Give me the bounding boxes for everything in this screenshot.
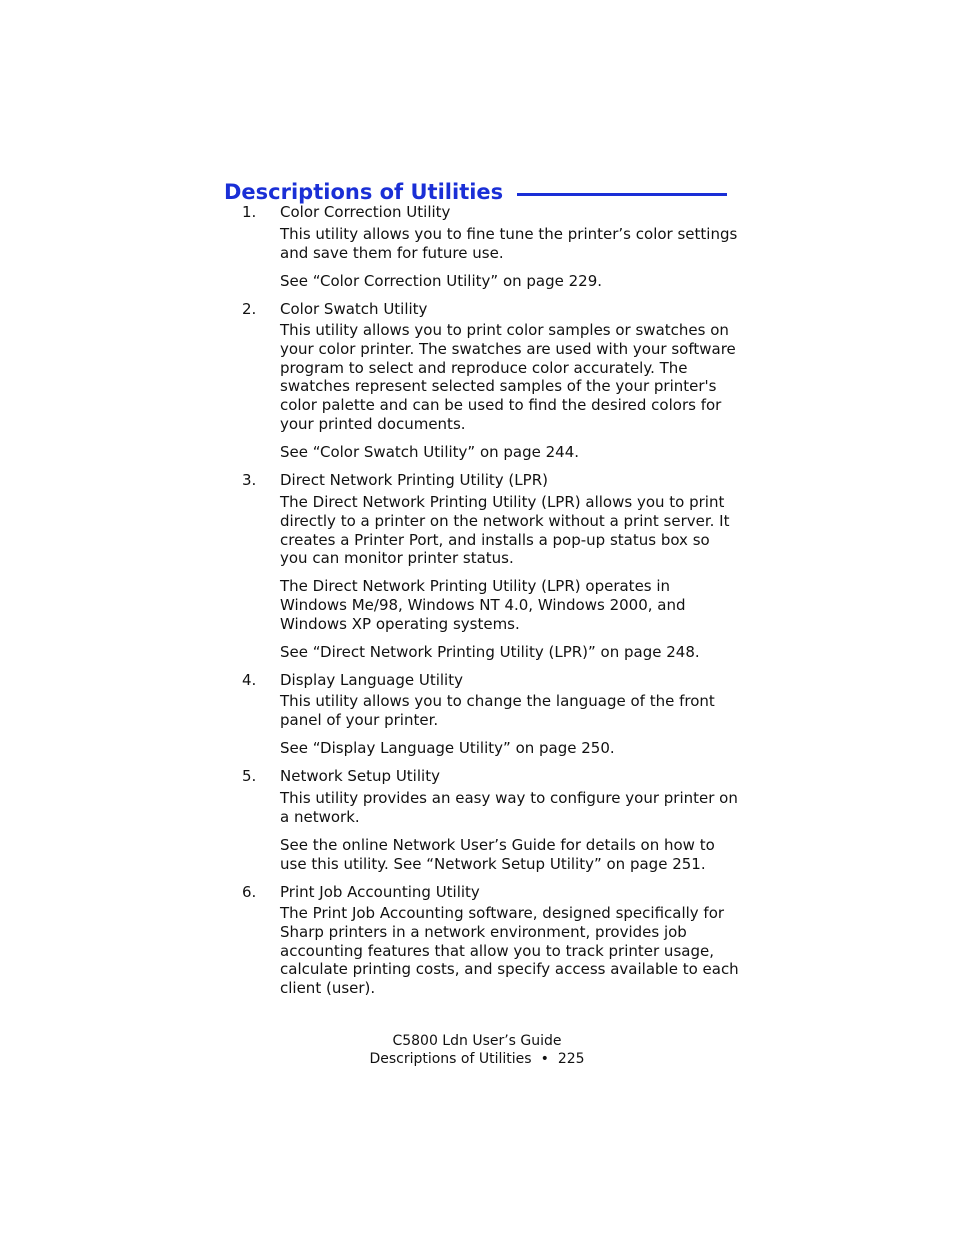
item-reference: See “Display Language Utility” on page 250.: [280, 739, 615, 757]
item-reference: See “Color Swatch Utility” on page 244.: [280, 443, 580, 461]
item-description: This utility allows you to print color samples or swatches on your color printer. The swatches are used with your software program to select and reproduce color accurately. The swatches represent selected samples of the your printer's color palette and can be used to find the desired colors for your printed documents.: [280, 321, 736, 433]
footer-section: Descriptions of Utilities: [369, 1051, 532, 1067]
item-description: This utility provides an easy way to configure your printer on a network.: [280, 789, 738, 826]
item-description: The Print Job Accounting software, designed specifically for Sharp printers in a network environment, provides job accounting features that allow you to track printer usage, calculate printing costs, and specify access available to each client (user).: [280, 904, 739, 998]
item-reference: See “Color Correction Utility” on page 229.: [280, 272, 603, 290]
item-description: This utility allows you to fine tune the printer’s color settings and save them for future use.: [280, 225, 738, 262]
item-number: 3.: [242, 471, 257, 489]
item-number: 5.: [242, 767, 257, 785]
item-heading: Color Correction Utility: [280, 203, 451, 221]
item-number: 4.: [242, 671, 257, 689]
page-title: [224, 168, 727, 204]
item-number: 1.: [242, 203, 257, 221]
item-heading: Color Swatch Utility: [280, 300, 428, 318]
item-description: The Direct Network Printing Utility (LPR) operates in Windows Me/98, Windows NT 4.0, Windows 2000, and Windows XP operating systems.: [280, 577, 686, 633]
guide-title: C5800 Ldn User’s Guide: [392, 1033, 562, 1049]
item-heading: Display Language Utility: [280, 671, 463, 689]
item-description: This utility allows you to change the language of the front panel of your printer.: [280, 692, 715, 729]
footer-separator: •: [540, 1051, 549, 1067]
footer-page-info: [0, 1050, 954, 1068]
page-number: 225: [557, 1051, 585, 1067]
footer-guide-title: [0, 1032, 954, 1050]
item-heading: Print Job Accounting Utility: [280, 883, 480, 901]
item-heading: Direct Network Printing Utility (LPR): [280, 471, 548, 489]
item-heading: Network Setup Utility: [280, 767, 440, 785]
item-reference: See the online Network User’s Guide for details on how to use this utility. See “Network Setup Utility” on page 251.: [280, 836, 715, 873]
item-description: The Direct Network Printing Utility (LPR) allows you to print directly to a printer on the network without a print server. It creates a Printer Port, and installs a pop-up status box so you can monitor printer status.: [280, 493, 730, 568]
page-title-text: Descriptions of Utilities: [224, 178, 517, 206]
item-number: 6.: [242, 883, 257, 901]
item-number: 2.: [242, 300, 257, 318]
item-reference: See “Direct Network Printing Utility (LPR)” on page 248.: [280, 643, 700, 661]
